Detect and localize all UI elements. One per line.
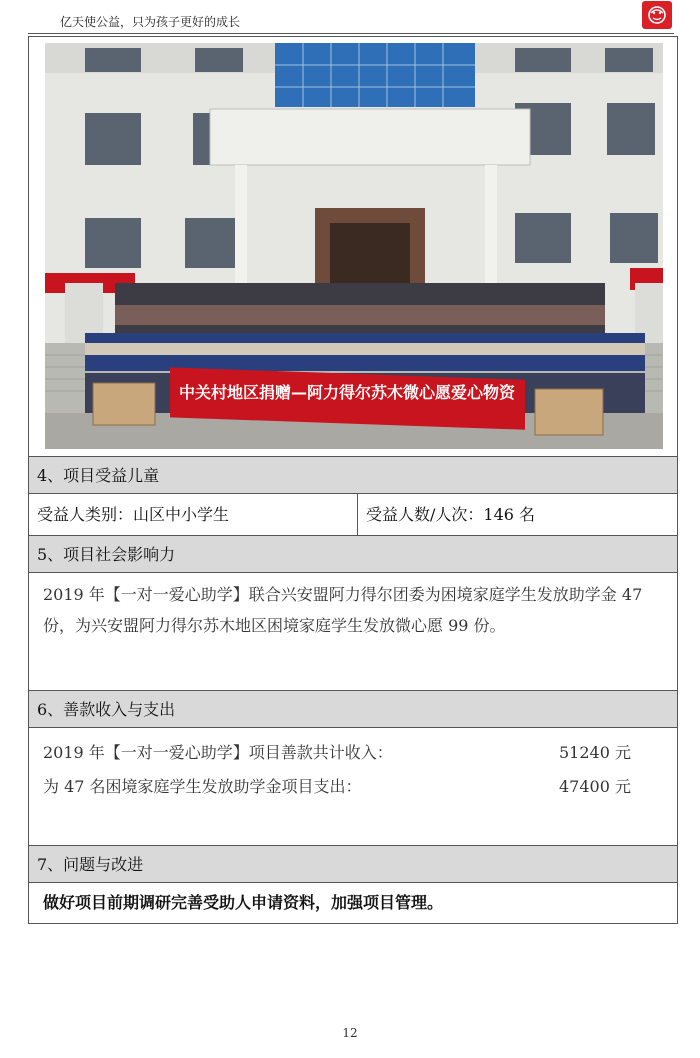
- section-5-body: 2019 年【一对一爱心助学】联合兴安盟阿力得尔团委为困境家庭学生发放助学金 47 份，为兴安盟阿力得尔苏木地区困境家庭学生发放微心愿 99 份。: [29, 573, 677, 691]
- income-line: [43, 738, 643, 768]
- section-4-heading: 4、项目受益儿童: [29, 457, 677, 494]
- income-amount: 51240 元: [559, 743, 631, 762]
- red-seal-logo-icon: [642, 1, 672, 29]
- photo-cell: [29, 37, 677, 457]
- expense-label: 为 47 名困境家庭学生发放助学金项目支出：: [43, 777, 362, 796]
- section-6-heading: 6、善款收入与支出: [29, 691, 677, 728]
- expense-line: [43, 772, 643, 802]
- header-slogan: 亿天使公益，只为孩子更好的成长: [60, 15, 241, 29]
- finance-cell: [29, 728, 677, 846]
- beneficiary-category: 受益人类别：山区中小学生: [29, 494, 358, 535]
- group-photo: [45, 43, 663, 449]
- section-7-heading: 7、问题与改进: [29, 846, 677, 883]
- page-header: [28, 10, 674, 34]
- header-rule: [28, 33, 674, 34]
- section-5-heading: 5、项目社会影响力: [29, 536, 677, 573]
- page-number: 12: [342, 1026, 358, 1040]
- beneficiary-row: [29, 494, 677, 536]
- section-7-body: 做好项目前期调研完善受助人申请资料，加强项目管理。: [43, 893, 444, 912]
- beneficiary-count: 受益人数/人次：146 名: [366, 505, 536, 524]
- photo-banner-text: 中关村地区捐赠—阿力得尔苏木微心愿爱心物资: [178, 383, 516, 402]
- expense-amount: 47400 元: [559, 777, 631, 796]
- income-label: 2019 年【一对一爱心助学】项目善款共计收入：: [43, 743, 393, 762]
- report-table: [28, 36, 678, 924]
